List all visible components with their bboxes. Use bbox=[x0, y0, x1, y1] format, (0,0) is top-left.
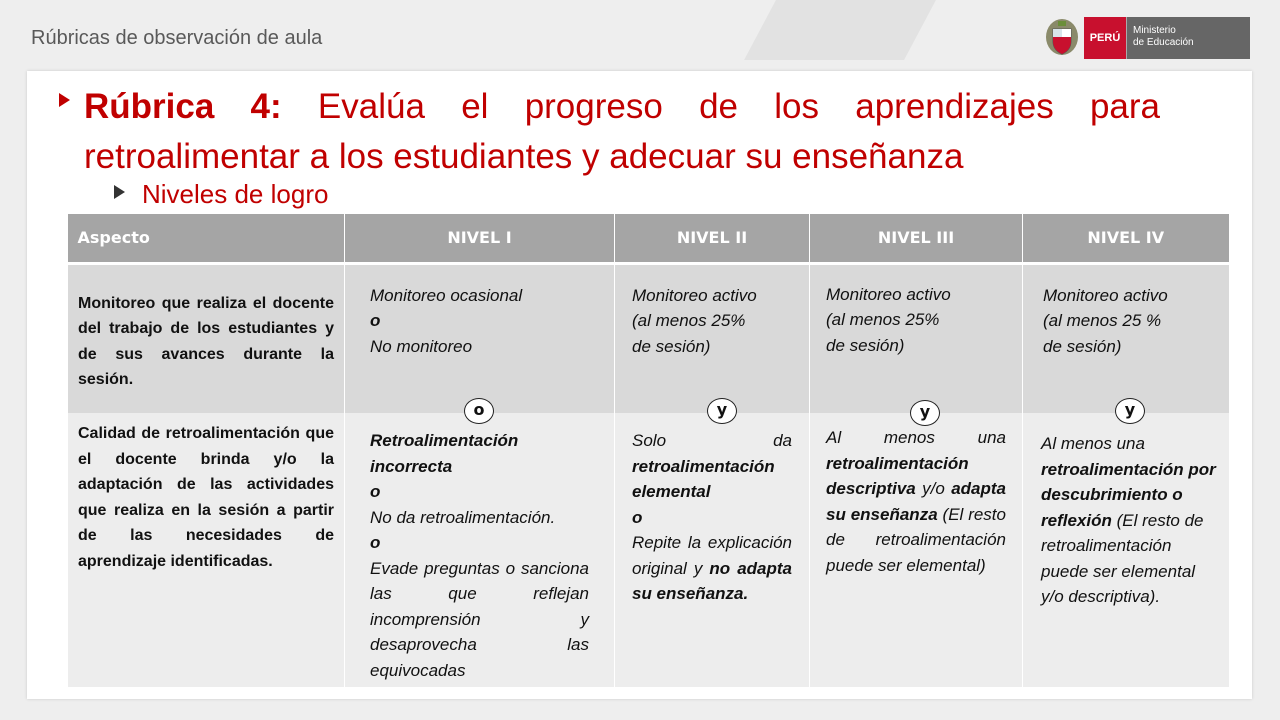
table-header-row bbox=[68, 214, 1229, 263]
aspect-monitoreo: Monitoreo que realiza el docente del trabajo de los estudiantes y de sus avances durante la sesión. bbox=[68, 263, 345, 413]
aspect-retroalimentacion: Calidad de retroalimentación que el docente brinda y/o la adaptación de las actividades que realiza en la sesión a partir de las necesidades de aprendizaje identificadas. bbox=[68, 413, 345, 687]
slide-title bbox=[84, 82, 1160, 182]
cell-line: (al menos 25 % bbox=[1043, 311, 1162, 330]
slide-subtitle: Niveles de logro bbox=[142, 179, 329, 209]
logo-ministry-line1: Ministerio bbox=[1133, 25, 1176, 36]
title-bullet-icon bbox=[59, 93, 70, 107]
cell-retro-nivel-2 bbox=[615, 413, 810, 687]
cell-line: de sesión) bbox=[1043, 336, 1122, 356]
cell-line: No monitoreo bbox=[370, 336, 473, 356]
header-title: Rúbricas de observación de aula bbox=[31, 27, 323, 49]
cell-line: (al menos 25% bbox=[632, 311, 746, 330]
cell-line: Monitoreo activo bbox=[1043, 285, 1168, 305]
cell-monitoreo-nivel-1 bbox=[345, 263, 615, 413]
cell-line: Evade preguntas o sanciona las que reflejan incomprensión y desaprovecha las equivocadas bbox=[370, 558, 589, 680]
cell-line: o bbox=[370, 311, 381, 330]
connector-badge-nivel-3: y bbox=[910, 400, 940, 426]
cell-line: Monitoreo activo bbox=[632, 285, 757, 305]
header-aspect: Aspecto bbox=[68, 214, 345, 263]
slide-title-rest: Evalúa el progreso de los aprendizajes para retroalimentar a los estudiantes y adecuar su enseñanza bbox=[84, 87, 1161, 176]
cell-line: No da retroalimentación. bbox=[370, 507, 556, 527]
table-row-retroalimentacion bbox=[68, 413, 1229, 687]
cell-line: (al menos 25% bbox=[826, 310, 940, 329]
cell-text: Solo da retroalimentación elemental bbox=[632, 431, 792, 501]
cell-line: Monitoreo activo bbox=[826, 284, 951, 304]
logo-country-label: PERÚ bbox=[1084, 17, 1126, 59]
cell-retro-nivel-1 bbox=[345, 413, 615, 687]
connector-badge-nivel-2: y bbox=[707, 398, 737, 424]
cell-text: Repite la explicación original y no adapta su enseñanza. bbox=[632, 533, 792, 603]
cell-retro-nivel-4: Al menos una retroalimentación por descubrimiento o reflexión (El resto de retroalimentación puede ser elemental y/o descriptiva). bbox=[1023, 413, 1229, 687]
cell-line: o bbox=[370, 482, 381, 501]
header-nivel-1: NIVEL I bbox=[345, 214, 615, 263]
coat-of-arms-icon bbox=[1044, 17, 1080, 59]
cell-line: de sesión) bbox=[826, 335, 905, 355]
slide-title-bold: Rúbrica 4: bbox=[84, 87, 282, 126]
header-nivel-4: NIVEL IV bbox=[1023, 214, 1229, 263]
ministry-logo bbox=[1044, 17, 1250, 59]
header-nivel-2: NIVEL II bbox=[615, 214, 810, 263]
cell-line: Retroalimentación incorrecta bbox=[370, 431, 519, 476]
cell-line: Monitoreo ocasional bbox=[370, 285, 523, 305]
cell-line: o bbox=[632, 507, 643, 527]
logo-ministry-label bbox=[1126, 17, 1250, 59]
table-row-monitoreo bbox=[68, 263, 1229, 413]
header-decoration bbox=[744, 0, 936, 60]
cell-line: o bbox=[370, 533, 381, 552]
cell-monitoreo-nivel-3 bbox=[810, 263, 1023, 413]
connector-badge-nivel-4: y bbox=[1115, 398, 1145, 424]
logo-ministry-line2: de Educación bbox=[1133, 37, 1194, 48]
cell-retro-nivel-3: Al menos una retroalimentación descriptiva y/o adapta su enseñanza (El resto de retroalimentación puede ser elemental) bbox=[810, 413, 1023, 687]
cell-line: de sesión) bbox=[632, 336, 711, 356]
connector-badge-nivel-1: o bbox=[464, 398, 494, 424]
subtitle-bullet-icon bbox=[114, 185, 125, 199]
cell-monitoreo-nivel-4 bbox=[1023, 263, 1229, 413]
header-nivel-3: NIVEL III bbox=[810, 214, 1023, 263]
cell-monitoreo-nivel-2 bbox=[615, 263, 810, 413]
rubric-table bbox=[67, 214, 1229, 687]
